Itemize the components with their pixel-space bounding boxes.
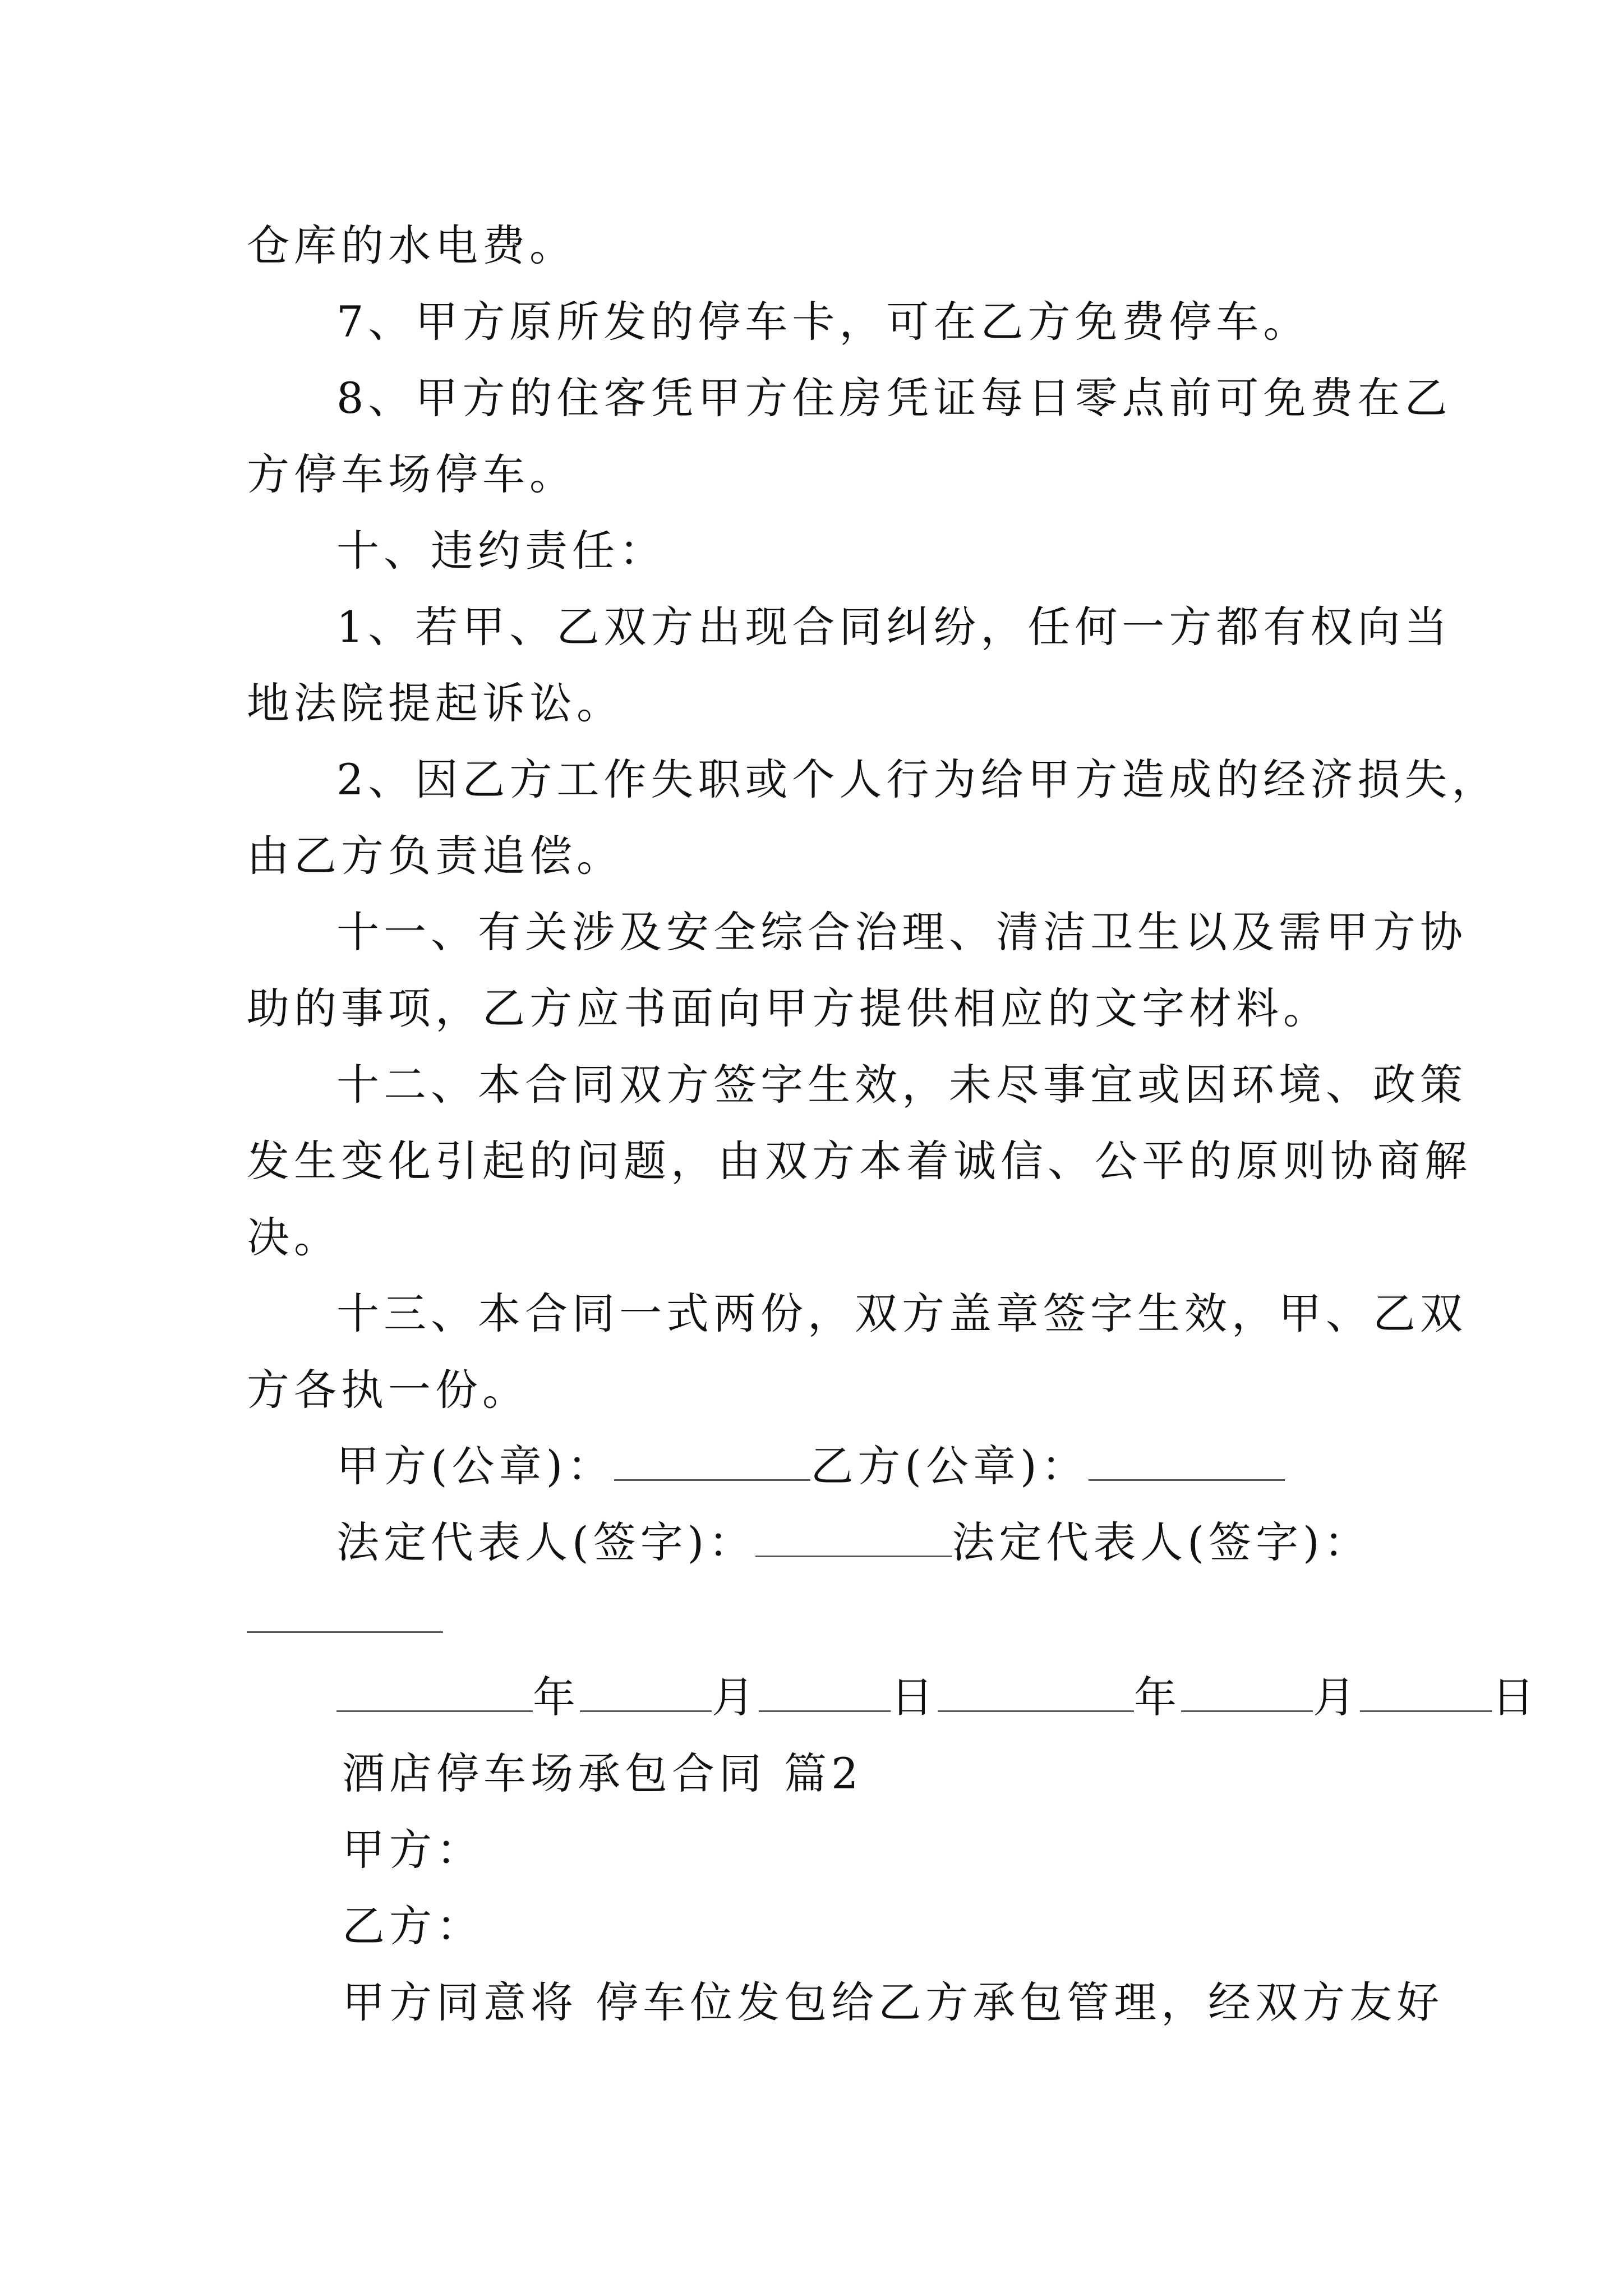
clause-8: 8、甲方的住客凭甲方住房凭证每日零点前可免费在乙 [336, 373, 1452, 423]
month-label: 月 [1313, 1672, 1360, 1722]
day-b-blank [1360, 1671, 1492, 1712]
party-b-seal-label: 乙方(公章)： [810, 1441, 1089, 1491]
party-a-seal-blank [614, 1440, 810, 1481]
section-twelve: 十二、本合同双方签字生效，未尽事宜或因环境、政策 [336, 1060, 1467, 1110]
text-line: 方停车场停车。 [247, 449, 577, 499]
party-b-seal-blank [1089, 1440, 1285, 1481]
rep-a-blank [755, 1516, 952, 1557]
month-a-blank [580, 1671, 712, 1712]
rep-b-label: 法定代表人(签字)： [952, 1517, 1371, 1567]
section-title: 酒店停车场承包合同 篇2 [342, 1749, 863, 1798]
party-a-label: 甲方： [342, 1825, 483, 1875]
section-heading-breach: 十、违约责任： [336, 526, 666, 576]
section-eleven: 十一、有关涉及安全综合治理、清洁卫生以及需甲方协 [336, 907, 1467, 957]
clause-1: 1、若甲、乙双方出现合同纠纷，任何一方都有权向当 [336, 602, 1452, 652]
day-label: 日 [1492, 1672, 1539, 1722]
date-line [336, 1669, 1539, 1726]
rep-a-label: 法定代表人(签字)： [336, 1517, 756, 1567]
month-label: 月 [712, 1672, 759, 1722]
section-thirteen: 十三、本合同一式两份，双方盖章签字生效，甲、乙双 [336, 1289, 1467, 1338]
clause-7: 7、甲方原所发的停车卡，可在乙方免费停车。 [336, 297, 1311, 347]
intro-text: 甲方同意将 停车位发包给乙方承包管理，经双方友好 [342, 1977, 1444, 2027]
clause-2: 2、因乙方工作失职或个人行为给甲方造成的经济损失， [336, 754, 1499, 804]
party-b-label: 乙方： [342, 1901, 483, 1951]
year-a-blank [336, 1671, 533, 1712]
seal-line [336, 1438, 1481, 1494]
day-label: 日 [891, 1672, 938, 1722]
month-b-blank [1181, 1671, 1313, 1712]
text-line: 仓库的水电费。 [247, 220, 577, 270]
year-label: 年 [533, 1672, 580, 1722]
rep-b-blank [247, 1631, 443, 1633]
party-a-seal-label: 甲方(公章)： [336, 1441, 615, 1491]
year-label: 年 [1134, 1672, 1181, 1722]
year-b-blank [938, 1671, 1134, 1712]
representative-line [336, 1515, 1481, 1571]
text-line: 决。 [247, 1212, 341, 1262]
text-line: 由乙方负责追偿。 [247, 831, 624, 881]
text-line: 发生变化引起的问题，由双方本着诚信、公平的原则协商解 [247, 1136, 1472, 1186]
text-line: 方各执一份。 [247, 1365, 529, 1415]
text-line: 助的事项，乙方应书面向甲方提供相应的文字材料。 [247, 983, 1330, 1033]
day-a-blank [759, 1671, 891, 1712]
text-line: 地法院提起诉讼。 [247, 678, 624, 728]
